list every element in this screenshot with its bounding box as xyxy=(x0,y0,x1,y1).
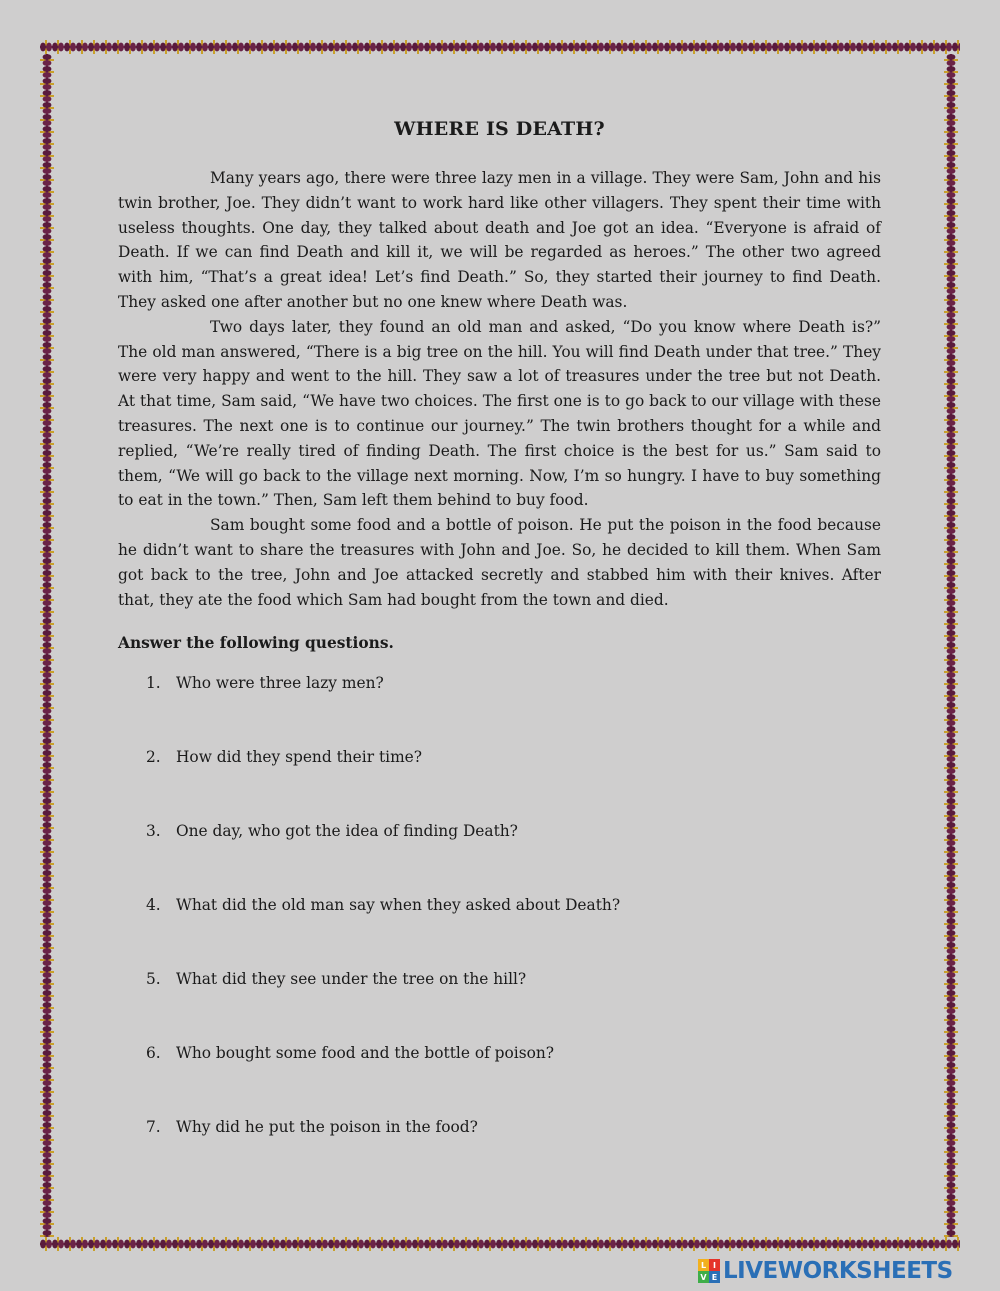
question-number: 6. xyxy=(146,1044,161,1063)
decorative-border-left xyxy=(40,54,54,1237)
question-number: 2. xyxy=(146,748,161,767)
passage-paragraph: Sam bought some food and a bottle of poison. He put the poison in the food because he didn’t want to share the treasures with John and Joe. So, he decided to kill them. When Sam got back to the tree, John and Joe attacked secretly and stabbed him with their knives. After that, they ate the food which Sam had bought from the town and died. xyxy=(118,516,881,609)
decorative-border-right xyxy=(944,54,958,1237)
passage-paragraph: Many years ago, there were three lazy men in a village. They were Sam, John and his twin brother, Joe. They didn’t want to work hard like other villagers. They spent their time with useless thoughts. One day, they talked about death and Joe got an idea. “Everyone is afraid of Death. If we can find Death and kill it, we will be regarded as heroes.” The other two agreed with him, “That’s a great idea! Let’s find Death.” So, they started their journey to find Death. They asked one after another but no one knew where Death was. xyxy=(118,169,881,311)
liveworksheets-logo xyxy=(698,1257,953,1285)
question-text: What did they see under the tree on the hill? xyxy=(176,970,527,989)
passage-paragraph: Two days later, they found an old man and asked, “Do you know where Death is?” The old man answered, “There is a big tree on the hill. You will find Death under that tree.” They were very happy and went to the hill. They saw a lot of treasures under the tree but not Death. At that time, Sam said, “We have two choices. The first one is to go back to our village with these treasures. The next one is to continue our journey.” The twin brothers thought for a while and replied, “We’re really tired of finding Death. The first choice is the best for us.” Sam said to them, “We will go back to the village next morning. Now, I’m so hungry. I have to buy something to eat in the town.” Then, Sam left them behind to buy food. xyxy=(118,317,881,510)
reading-passage xyxy=(118,166,881,612)
question-text: Who were three lazy men? xyxy=(176,674,384,693)
decorative-border-bottom xyxy=(40,1237,960,1251)
question-number: 3. xyxy=(146,822,161,841)
worksheet-title: WHERE IS DEATH? xyxy=(394,118,605,140)
question-number: 1. xyxy=(146,674,161,693)
question-item xyxy=(118,1116,881,1190)
question-text: One day, who got the idea of finding Death? xyxy=(176,822,518,841)
question-number: 5. xyxy=(146,970,161,989)
question-number: 7. xyxy=(146,1118,161,1137)
questions-instruction: Answer the following questions. xyxy=(118,634,394,653)
question-item xyxy=(118,1042,881,1116)
question-list xyxy=(118,672,881,1190)
logo-letter: L xyxy=(698,1259,709,1271)
question-item xyxy=(118,672,881,746)
live-logo-icon xyxy=(698,1259,720,1283)
question-text: Why did he put the poison in the food? xyxy=(176,1118,478,1137)
question-item xyxy=(118,746,881,820)
logo-letter: V xyxy=(698,1271,709,1283)
decorative-border-top xyxy=(40,40,960,54)
question-item xyxy=(118,820,881,894)
question-text: How did they spend their time? xyxy=(176,748,423,767)
question-text: Who bought some food and the bottle of poison? xyxy=(176,1044,555,1063)
question-item xyxy=(118,968,881,1042)
question-text: What did the old man say when they asked about Death? xyxy=(176,896,621,915)
logo-text: LIVEWORKSHEETS xyxy=(723,1258,953,1284)
logo-letter: E xyxy=(709,1271,720,1283)
logo-letter: I xyxy=(709,1259,720,1271)
question-item xyxy=(118,894,881,968)
question-number: 4. xyxy=(146,896,161,915)
worksheet-content xyxy=(118,118,881,1190)
